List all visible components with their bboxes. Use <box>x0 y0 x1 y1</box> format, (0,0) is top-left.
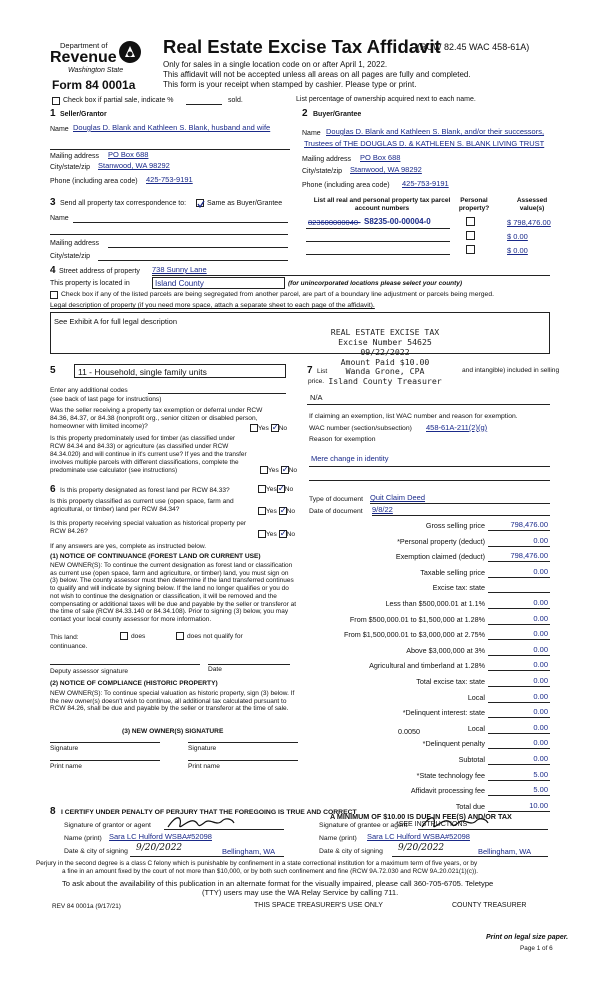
owner-signature-label-2: Signature <box>188 745 217 752</box>
assessed-value-1[interactable]: $ 798,476.00 <box>507 218 551 227</box>
seller-mailing-field[interactable]: PO Box 688 <box>108 150 149 159</box>
grantee-name-field[interactable]: Sara LC Hulford WSBA#52098 <box>367 832 470 841</box>
calc-value-line <box>488 733 550 734</box>
calc-value-line <box>488 546 550 547</box>
buyer-phone-label: Phone (including area code) <box>302 182 390 189</box>
seller-name-label: Name <box>50 126 69 133</box>
minimum-notice: A MINIMUM OF $10.00 IS DUE IN FEE(S) AND/OR TAX <box>330 812 512 821</box>
stamp-line-5: Wanda Grone, CPA <box>345 366 425 377</box>
street-address-field[interactable]: 738 Sunny Lane <box>152 265 207 274</box>
wac-label: WAC number (section/subsection) <box>309 425 412 432</box>
personal-property-checkbox-3[interactable] <box>466 245 475 254</box>
calc-value[interactable]: 10.00 <box>529 801 548 810</box>
calc-value[interactable]: 5.00 <box>533 770 548 779</box>
parcel-account-field[interactable]: S8235-00-00004-0 <box>364 217 431 226</box>
exemption-question: Was the seller receiving a property tax exemption or deferral under RCW 84.36, 84.37, or 84.38 (nonprofit org., senior citizen or disabled person, homeowner with limited income)? <box>50 407 263 431</box>
same-as-buyer-checkbox[interactable] <box>196 199 204 207</box>
continuance-heading: (1) NOTICE OF CONTINUANCE (FOREST LAND OR CURRENT USE) <box>50 553 261 560</box>
correspondence-name-label: Name <box>50 215 69 222</box>
buyer-name-label: Name <box>302 130 321 137</box>
correspondence-mailing-label: Mailing address <box>50 240 100 247</box>
document-type-label: Type of document <box>309 496 364 503</box>
owner-signature-label-1: Signature <box>50 745 79 752</box>
calc-label: Affidavit processing fee <box>410 786 485 795</box>
grantee-date-field[interactable]: 9/20/2022 <box>398 843 445 853</box>
personal-property-header: Personal property? <box>458 197 490 212</box>
calc-value-line <box>488 795 550 796</box>
calc-value-line <box>488 748 550 749</box>
partial-sale-label: Check box if partial sale, indicate % <box>63 97 174 104</box>
additional-codes-note: (see back of last page for instructions) <box>50 396 162 403</box>
calc-value[interactable]: 798,476.00 <box>510 520 548 529</box>
deputy-signature-label: Deputy assessor signature <box>50 668 129 675</box>
form-number: Form 84 0001a <box>52 78 136 92</box>
wac-field[interactable]: 458-61A-211(2)(g) <box>426 423 488 432</box>
section-8-number: 8 <box>50 806 56 817</box>
alt-format-line-2: (TTY) users may use the WA Relay Service by calling 711. <box>202 888 399 897</box>
segregated-checkbox[interactable] <box>50 291 58 299</box>
rcw-reference: (RCW 82.45 WAC 458-61A) <box>417 42 530 52</box>
section-4-number: 4 <box>50 265 56 276</box>
section-6-number: 6 <box>50 484 56 495</box>
owner-print-label-2: Print name <box>188 763 220 770</box>
dept-label: Department of <box>60 41 108 50</box>
calc-value-line <box>488 577 550 578</box>
calc-value[interactable]: 0.00 <box>533 754 548 763</box>
calc-label: Gross selling price <box>425 521 485 530</box>
calc-label: Total excise tax: state <box>416 677 485 686</box>
stamp-line-2: Excise Number 54625 <box>338 336 432 347</box>
grantor-city-field[interactable]: Bellingham, WA <box>222 847 276 856</box>
calc-value[interactable]: 0.00 <box>533 707 548 716</box>
buyer-phone-field[interactable]: 425-753-9191 <box>402 179 449 188</box>
buyer-mailing-label: Mailing address <box>302 156 352 163</box>
section-7-tail: and intangible) included in selling <box>462 367 560 374</box>
correspondence-city-label: City/state/zip <box>50 253 91 260</box>
calc-value-line <box>488 561 550 562</box>
seller-phone-field[interactable]: 425-753-9191 <box>146 175 193 184</box>
partial-sale-checkbox[interactable] <box>52 97 60 105</box>
calc-label: Total due <box>455 802 485 811</box>
yes-instruction: If any answers are yes, complete as instructed below. <box>50 543 207 550</box>
seller-mailing-label: Mailing address <box>50 153 100 160</box>
assessed-value-3[interactable]: $ 0.00 <box>507 246 528 255</box>
revenue-logo-icon <box>118 40 142 64</box>
treasurer-stamp <box>310 328 460 387</box>
continuance-word: continuance. <box>50 643 88 650</box>
section-1-number: 1 <box>50 108 56 119</box>
section-2-number: 2 <box>302 108 308 119</box>
calc-label: Taxable selling price <box>420 568 485 577</box>
same-as-buyer-label: Same as Buyer/Grantee <box>207 200 283 207</box>
revenue-logo-text: Revenue <box>50 49 117 66</box>
document-type-field[interactable]: Quit Claim Deed <box>370 493 426 502</box>
owner-print-label-1: Print name <box>50 763 82 770</box>
perjury-line-2: a fine in an amount fixed by the court of not more than $10,000, or by both such confinement and fine (RCW 9A.72.030 and RCW 9A.20.021(1)(c)). <box>62 868 478 875</box>
calc-value[interactable]: 0.00 <box>533 738 548 747</box>
page-number: Page 1 of 6 <box>520 945 553 952</box>
calc-value[interactable]: 0.00 <box>533 567 548 576</box>
ownership-note: List percentage of ownership acquired next to each name. <box>296 96 476 103</box>
calc-label: Agricultural and timberland at 1.28% <box>369 661 485 670</box>
calc-label: From $500,000.01 to $1,500,000 at 1.28% <box>349 615 485 624</box>
county-note: (for unincorporated locations please select your county) <box>288 280 463 287</box>
compliance-heading: (2) NOTICE OF COMPLIANCE (HISTORIC PROPERTY) <box>50 680 218 687</box>
calc-value[interactable]: 0.00 <box>533 629 548 638</box>
partial-sale-sold: sold. <box>228 97 243 104</box>
calc-value-line <box>488 780 550 781</box>
section-3-number: 3 <box>50 197 56 208</box>
county-select[interactable]: Island County <box>152 277 285 289</box>
buyer-city-label: City/state/zip <box>302 168 343 175</box>
buyer-mailing-field[interactable]: PO Box 688 <box>360 153 401 162</box>
correspondence-label: Send all property tax correspondence to: <box>60 200 187 207</box>
perjury-line-1: Perjury in the second degree is a class C felony which is punishable by confinement in a state correctional institution for a maximum term of five years, or by <box>36 860 478 867</box>
section-7-list: List <box>317 368 328 375</box>
see-instructions: *SEE INSTRUCTIONS <box>396 821 468 828</box>
legal-description-value: See Exhibit A for full legal description <box>54 317 177 326</box>
calc-value-line <box>488 686 550 687</box>
grantor-signature-label: Signature of grantor or agent <box>64 822 151 829</box>
seller-city-field[interactable]: Stanwood, WA 98292 <box>98 161 170 170</box>
reason-field[interactable]: Mere change in identity <box>311 454 389 463</box>
calc-label: *Delinquent interest: state <box>402 708 485 717</box>
calc-label: *Delinquent penalty <box>422 739 485 748</box>
calc-label: Exemption claimed (deduct) <box>395 552 485 561</box>
buyer-heading: Buyer/Grantee <box>313 111 362 118</box>
calc-value-line <box>488 655 550 656</box>
calc-value[interactable]: 0.00 <box>533 645 548 654</box>
calc-value[interactable]: 798,476.00 <box>510 551 548 560</box>
segregated-label: Check box if any of the listed parcels are being segregated from another parcel, are part of a boundary line adjustment or parcels being merged. <box>61 291 494 298</box>
seller-heading: Seller/Grantor <box>60 111 107 118</box>
grantee-name-label: Name (print) <box>319 835 357 842</box>
deputy-date-label: Date <box>208 666 222 673</box>
calc-label: *State technology fee <box>416 771 485 780</box>
historic-question: Is this property receiving special valuation as historical property per RCW 84.26? <box>50 520 247 536</box>
calc-value-line <box>488 624 550 625</box>
grantee-signature-label: Signature of grantee or agent <box>319 822 408 829</box>
calc-value[interactable]: 0.00 <box>533 598 548 607</box>
personal-property-checkbox-1[interactable] <box>466 217 475 226</box>
section-7-number: 7 <box>307 365 313 376</box>
exemption-yes-no[interactable]: Yes ✓ No <box>250 424 287 432</box>
does-not-checkbox[interactable] <box>176 632 184 640</box>
document-date-field[interactable]: 9/8/22 <box>372 505 393 514</box>
parcel-header: List all real and personal property tax parcel account numbers <box>313 197 451 212</box>
revision-label: REV 84 0001a (9/17/21) <box>52 903 121 910</box>
stamp-line-6: Island County Treasurer <box>328 376 442 387</box>
section-5-number: 5 <box>50 365 56 376</box>
calc-value-line <box>488 702 550 703</box>
street-address-label: Street address of property <box>59 268 140 275</box>
certify-statement: I CERTIFY UNDER PENALTY OF PERJURY THAT THE FOREGOING IS TRUE AND CORRECT <box>61 809 357 816</box>
timber-question: Is this property predominately used for timber (as classified under RCW 84.34 and 84.33) or agriculture (as classified under RCW 84.34.020) and will continue in it's current use? If yes and the transfer involves multiple parcels with different classifications, complete the predominate use calculator (see instructions) <box>50 435 247 474</box>
calc-value[interactable]: 0.00 <box>533 536 548 545</box>
assessed-value-2[interactable]: $ 0.00 <box>507 232 528 241</box>
grantee-city-field[interactable]: Bellingham, WA <box>478 847 532 856</box>
grantor-name-label: Name (print) <box>64 835 102 842</box>
calc-label: Subtotal <box>458 755 485 764</box>
calc-value-line <box>488 530 550 531</box>
seller-name-field[interactable]: Douglas D. Blank and Kathleen S. Blank, husband and wife <box>73 123 271 132</box>
legal-description-label: Legal description of property (if you need more space, attach a separate sheet to each page of the affidavit). <box>50 302 375 309</box>
buyer-name-line-1[interactable]: Douglas D. Blank and Kathleen S. Blank, and/or their successors, <box>326 127 545 136</box>
current-use-yes-no[interactable]: Yes ✓ No <box>258 507 295 515</box>
buyer-city-field[interactable]: Stanwood, WA 98292 <box>350 165 422 174</box>
additional-codes-label: Enter any additional codes <box>50 387 128 394</box>
calc-value-line <box>488 608 550 609</box>
grantor-name-field[interactable]: Sara LC Hulford WSBA#52098 <box>109 832 212 841</box>
calc-value[interactable]: 0.00 <box>533 660 548 669</box>
calc-value-line <box>488 764 550 765</box>
property-use-select[interactable]: 11 - Household, single family units <box>74 364 286 378</box>
located-in-label: This property is located in <box>50 280 130 287</box>
parcel-account-struck: 823600000040- <box>308 218 361 227</box>
seller-phone-label: Phone (including area code) <box>50 178 138 185</box>
calc-value-line <box>488 592 550 593</box>
assessed-value-header: Assessed value(s) <box>516 197 548 212</box>
header-line-1: Only for sales in a single location code on or after April 1, 2022. <box>163 60 388 69</box>
does-checkbox[interactable] <box>120 632 128 640</box>
calc-value-line <box>488 639 550 640</box>
calc-label: Excise tax: state <box>432 583 485 592</box>
calc-value[interactable]: 0.00 <box>533 692 548 701</box>
personal-property-checkbox-2[interactable] <box>466 231 475 240</box>
section-7-price: price. <box>308 378 325 385</box>
header-line-3: This form is your receipt when stamped by cashier. Please type or print. <box>163 80 417 89</box>
calc-label: Above $3,000,000 at 3% <box>406 646 485 655</box>
continuance-paragraph: NEW OWNER(S): To continue the current designation as forest land or classification as current use (open space, farm and agriculture, or timber) land, you must sign on (3) below. The county assessor must then determine if the land transferred continues to qualify and will indicate by signing below. If the land no longer qualifies or you do not wish to continue the designation or classification, it will be removed and the compensating or additional taxes will be due and payable by the seller or transferor at the time of sale (RCW 84.33.140 or 84.34.108). Prior to signing (3) below, you may contact your local county assessor for more information. <box>50 562 297 624</box>
state-label: Washington State <box>68 67 124 74</box>
stamp-line-1: REAL ESTATE EXCISE TAX <box>330 327 440 337</box>
local-rate: 0.0050 <box>398 727 420 736</box>
historic-yes-no[interactable]: Yes ✓ No <box>258 530 295 538</box>
header-line-2: This affidavit will not be accepted unless all areas on all pages are fully and completed. <box>163 70 471 79</box>
legal-paper-note: Print on legal size paper. <box>486 934 569 941</box>
calc-value-line <box>488 670 550 671</box>
grantee-date-label: Date & city of signing <box>319 848 383 855</box>
new-owner-signature-heading: (3) NEW OWNER(S) SIGNATURE <box>122 728 224 735</box>
calc-label: From $1,500,000.01 to $3,000,000 at 2.75% <box>343 630 485 639</box>
calc-value[interactable]: 5.00 <box>533 785 548 794</box>
exemption-instruction: If claiming an exemption, list WAC number and reason for exemption. <box>309 413 518 420</box>
calc-label: *Personal property (deduct) <box>397 537 485 546</box>
buyer-name-line-2[interactable]: Trustees of THE DOUGLAS D. & KATHLEEN S. BLANK LIVING TRUST <box>304 139 545 148</box>
calc-value[interactable]: 0.00 <box>533 614 548 623</box>
calc-label: Less than $500,000.01 at 1.1% <box>385 599 485 608</box>
does-label: does <box>131 633 146 640</box>
page-title: Real Estate Excise Tax Affidavit <box>163 36 441 57</box>
compliance-paragraph: NEW OWNER(S): To continue special valuation as historic property, sign (3) below. If the new owner(s) doesn't wish to continue, all additional tax calculated pursuant to RCW 84.26, shall be due and payable by the seller or transferor at the time of sale. <box>50 690 295 713</box>
grantor-date-label: Date & city of signing <box>64 848 128 855</box>
calc-label: Local <box>467 693 485 702</box>
current-use-question: Is this property classified as current use (open space, farm and agricultural, or timber) land per RCW 84.34? <box>50 498 234 514</box>
personal-property-list[interactable]: N/A <box>310 393 323 402</box>
reason-label: Reason for exemption <box>309 436 376 443</box>
calc-label: Local <box>467 724 485 733</box>
stamp-line-4: Amount Paid $10.00 <box>340 356 430 367</box>
treasurer-space-label: THIS SPACE TREASURER'S USE ONLY <box>254 902 383 909</box>
calc-value[interactable]: 0.00 <box>533 723 548 732</box>
document-date-label: Date of document <box>309 508 363 515</box>
forest-yes-no[interactable]: Yes✓ No <box>258 485 293 493</box>
does-not-label: does not qualify for <box>187 633 243 640</box>
seller-city-label: City/state/zip <box>50 164 91 171</box>
timber-yes-no[interactable]: Yes ✓ No <box>260 466 297 474</box>
forest-land-question: Is this property designated as forest land per RCW 84.33? <box>60 487 230 494</box>
stamp-line-3: 09/22/2022 <box>360 346 410 357</box>
calc-value[interactable]: 0.00 <box>533 676 548 685</box>
this-land-label: This land: <box>50 634 79 641</box>
grantor-date-field[interactable]: 9/20/2022 <box>136 843 183 853</box>
county-treasurer-label: COUNTY TREASURER <box>452 902 527 909</box>
alt-format-line-1: To ask about the availability of this publication in an alternate format for the visually impaired, please call 360-705-6705. Teletype <box>62 879 494 888</box>
calc-value-line <box>488 717 550 718</box>
